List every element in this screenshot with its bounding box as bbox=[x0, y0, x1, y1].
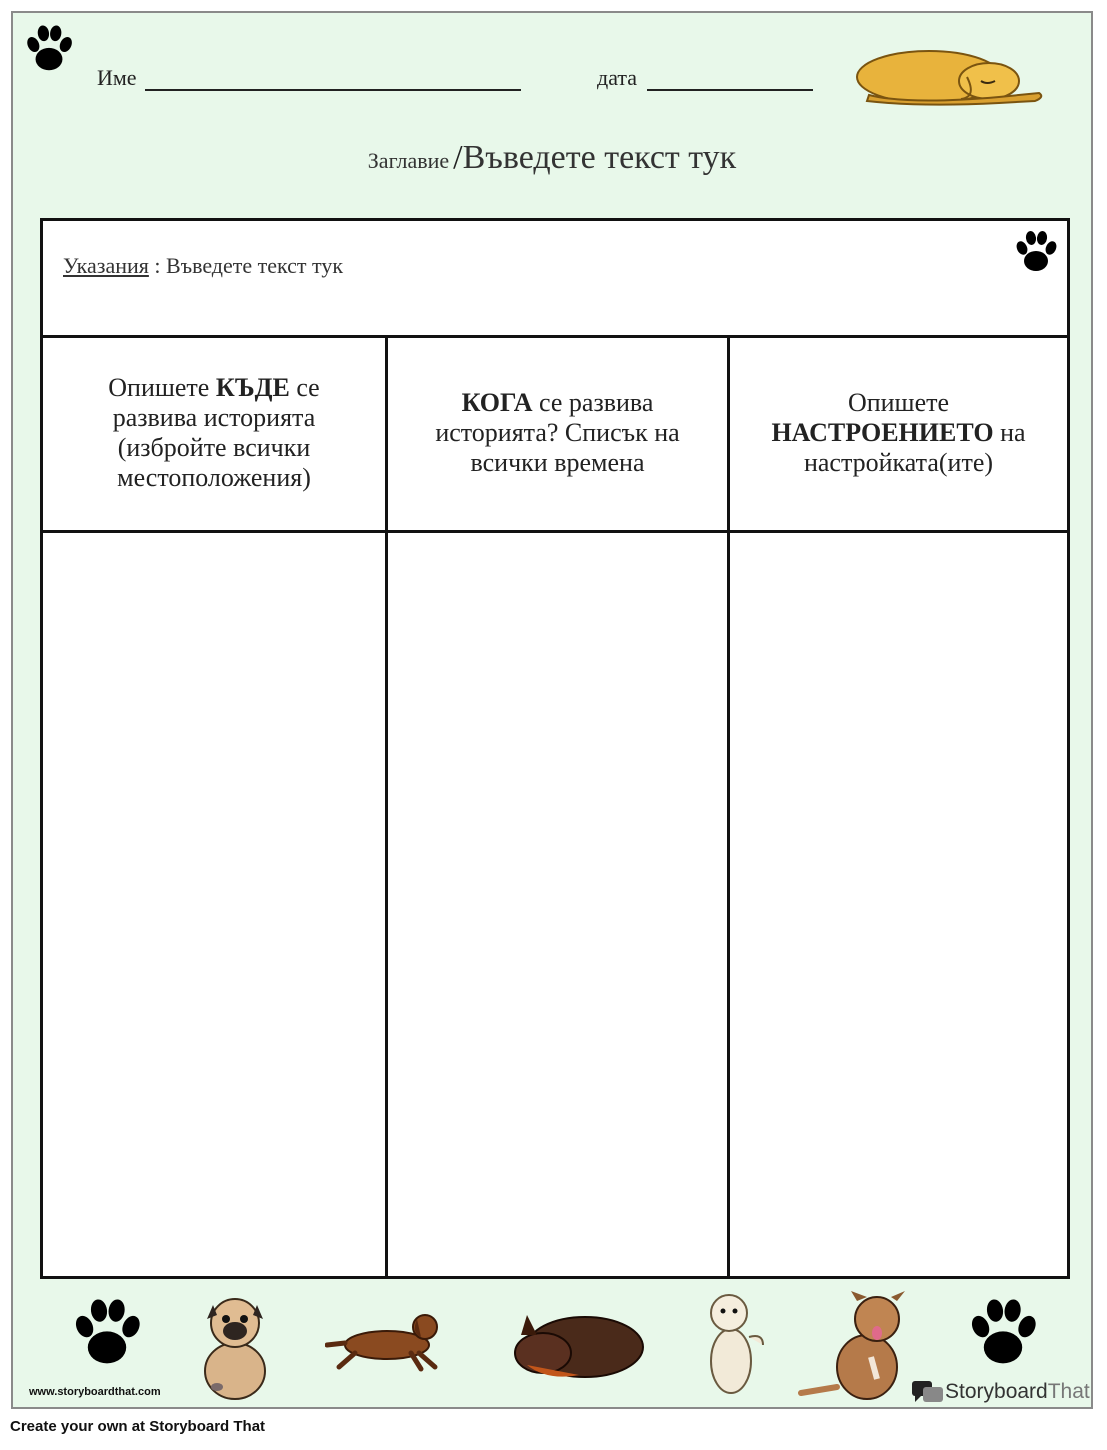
header-keyword: КОГА bbox=[461, 387, 533, 417]
date-field[interactable] bbox=[647, 71, 813, 91]
worksheet bbox=[11, 11, 1093, 1409]
date-label: дата bbox=[597, 65, 638, 90]
sleeping-golden-dog-image bbox=[849, 37, 1049, 107]
column-mood bbox=[727, 335, 1067, 1276]
running-dachshund-image bbox=[325, 1305, 451, 1375]
name-field[interactable] bbox=[145, 71, 521, 91]
name-label: Име bbox=[97, 65, 137, 90]
pitbull-image bbox=[797, 1287, 917, 1403]
column-where bbox=[43, 335, 385, 1276]
column-header-where bbox=[43, 335, 385, 533]
column-header-mood bbox=[730, 335, 1067, 533]
answer-cell-when[interactable] bbox=[388, 533, 727, 1276]
website-url: www.storyboardthat.com bbox=[29, 1386, 161, 1398]
header-keyword: НАСТРОЕНИЕТО bbox=[771, 417, 994, 447]
column-header-text bbox=[752, 388, 1045, 478]
column-when bbox=[385, 335, 727, 1276]
instructions-input[interactable]: Въведете текст тук bbox=[166, 253, 344, 278]
pug-image bbox=[193, 1291, 277, 1401]
logo-text-storyboard: Storyboard bbox=[945, 1380, 1048, 1403]
header-text: се развива историята (избройте всички местоположения) bbox=[112, 372, 320, 492]
paw-print-icon bbox=[963, 1291, 1043, 1375]
sleeping-doberman-image bbox=[507, 1305, 647, 1385]
fluffy-white-dog-image bbox=[697, 1289, 769, 1401]
column-header-when bbox=[388, 335, 727, 533]
storyboardthat-logo[interactable] bbox=[911, 1379, 1090, 1405]
title-input[interactable]: Въведете текст тук bbox=[462, 139, 737, 176]
header-text: на настройката(ите) bbox=[803, 417, 1026, 477]
paw-print-icon bbox=[67, 1291, 147, 1375]
column-header-text bbox=[65, 373, 363, 493]
graphic-organizer-table bbox=[40, 218, 1070, 1279]
paw-print-icon bbox=[21, 21, 77, 77]
header-text: се развива историята? Списък на всички времена bbox=[435, 387, 680, 477]
title-label: Заглавие bbox=[367, 148, 450, 173]
instructions-separator: : bbox=[148, 253, 167, 278]
header-text: Опишете bbox=[108, 372, 216, 402]
instructions-label: Указания bbox=[63, 253, 149, 278]
footer-link[interactable]: Create your own at Storyboard That bbox=[10, 1418, 266, 1435]
worksheet-title bbox=[13, 139, 1091, 177]
answer-cell-mood[interactable] bbox=[730, 533, 1067, 1276]
column-header-text bbox=[410, 388, 705, 478]
title-separator: / bbox=[453, 139, 463, 176]
logo-text-that: That bbox=[1047, 1380, 1090, 1403]
header-text: Опишете bbox=[847, 387, 950, 417]
answer-cell-where[interactable] bbox=[43, 533, 385, 1276]
speech-bubble-icon bbox=[911, 1379, 945, 1405]
header-keyword: КЪДЕ bbox=[215, 372, 290, 402]
instructions-box bbox=[43, 221, 1067, 338]
paw-print-icon bbox=[1011, 227, 1061, 277]
